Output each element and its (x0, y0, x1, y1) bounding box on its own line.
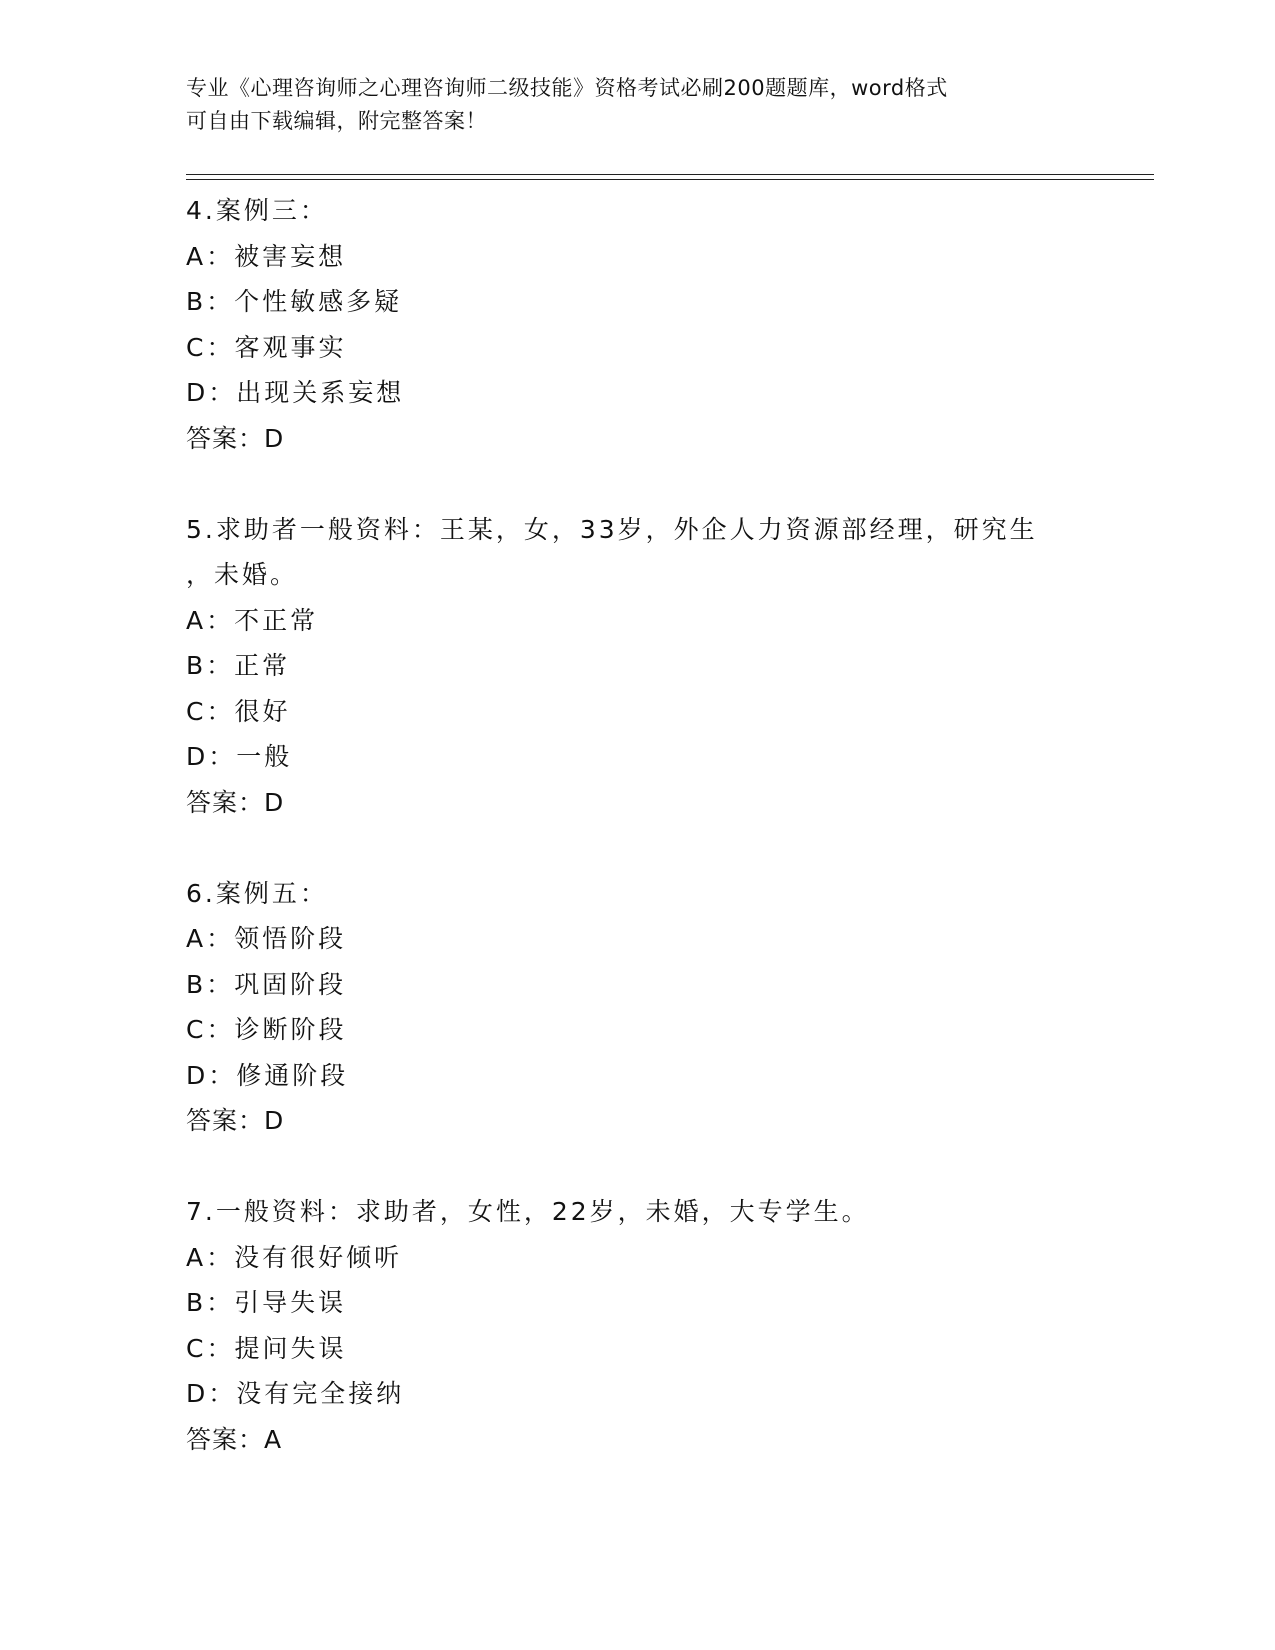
question-stem-continued: ，未婚。 (186, 560, 299, 589)
question-5 (186, 507, 1086, 826)
option-a: A：领悟阶段 (186, 924, 347, 953)
answer: 答案：D (186, 1106, 285, 1135)
option-d: D：修通阶段 (186, 1060, 349, 1090)
question-stem: 4.案例三： (186, 196, 328, 225)
question-stem: 6.案例五： (186, 878, 328, 908)
option-c: C：诊断阶段 (186, 1015, 347, 1044)
header-rule-top (186, 174, 1154, 175)
answer: 答案：D (186, 787, 285, 817)
option-c: C：提问失误 (186, 1333, 347, 1363)
question-6 (186, 871, 1086, 1144)
option-d: D：出现关系妄想 (186, 378, 405, 407)
option-d: D：一般 (186, 742, 293, 771)
option-a: A：不正常 (186, 605, 319, 635)
option-a: A：被害妄想 (186, 241, 347, 271)
document-header (186, 72, 1066, 138)
question-list (186, 188, 1086, 1462)
header-line-2: 可自由下载编辑，附完整答案！ (186, 109, 487, 133)
answer: 答案：A (186, 1424, 283, 1454)
question-4 (186, 188, 1086, 461)
option-a: A：没有很好倾听 (186, 1242, 403, 1272)
answer: 答案：D (186, 423, 285, 453)
option-c: C：很好 (186, 696, 291, 726)
question-stem: 7.一般资料：求助者，女性，22岁，未婚，大专学生。 (186, 1197, 870, 1226)
header-line-1: 专业《心理咨询师之心理咨询师二级技能》资格考试必刷200题题库，word格式 (186, 76, 948, 100)
option-b: B：正常 (186, 651, 291, 680)
option-d: D：没有完全接纳 (186, 1379, 405, 1408)
option-c: C：客观事实 (186, 332, 347, 362)
option-b: B：引导失误 (186, 1288, 347, 1317)
question-7 (186, 1189, 1086, 1462)
option-b: B：巩固阶段 (186, 969, 347, 999)
header-rule-bottom (186, 179, 1154, 180)
option-b: B：个性敏感多疑 (186, 287, 403, 316)
question-stem: 5.求助者一般资料：王某，女，33岁，外企人力资源部经理，研究生 (186, 514, 1038, 544)
